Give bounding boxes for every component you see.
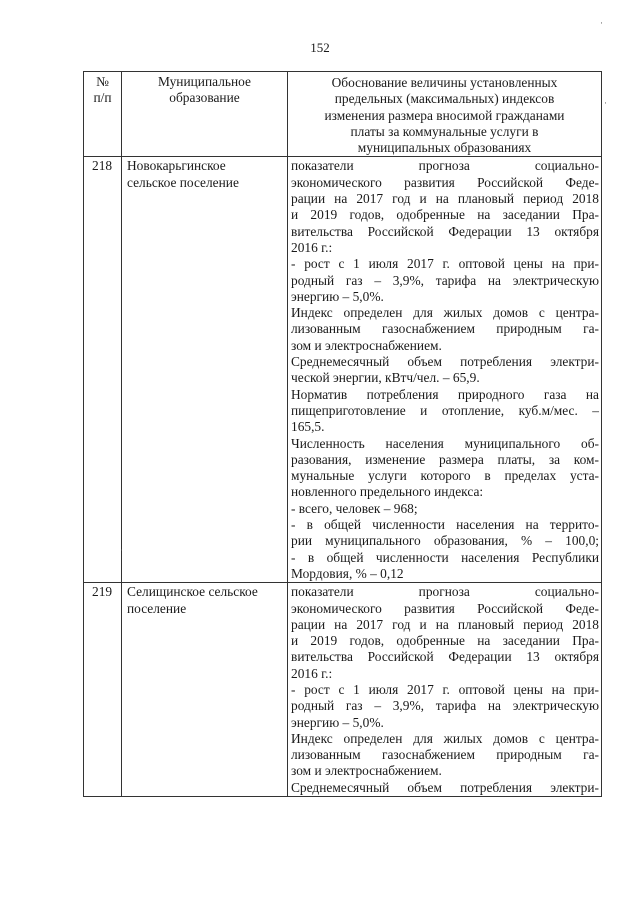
basis-line: мунальные услуги которого в пределах уста- [291,468,599,484]
header-number [84,72,122,157]
row-number: 218 [84,157,122,583]
basis-line: ческой энергии, кВтч/чел. – 65,9. [291,370,480,386]
municipal-index-table [83,71,602,797]
header-line: платы за коммунальные услуги в [350,123,539,139]
basis-line: - всего, человек – 968; [291,500,418,516]
table-row [84,583,602,797]
basis-line: разования, изменение размера платы, за ком- [291,451,599,467]
basis-line: энергию – 5,0%. [291,714,384,730]
basis-line: Норматив потребления природного газа на [291,386,599,402]
table-row [84,157,602,583]
basis-line: родный газ – 3,9%, тарифа на электрическую [291,272,599,288]
basis-line: вительства Российской Федерации 13 октября [291,223,599,239]
header-line: № [96,74,109,89]
municipality-name [122,157,288,583]
header-line: Муниципальное [158,74,251,89]
basis-line: - в общей численности населения Республики [291,549,599,565]
basis-text [288,157,602,583]
scan-speck: · [600,18,603,28]
basis-line: показатели прогноза социально- [291,158,599,174]
basis-line: зом и электроснабжением. [291,763,442,779]
basis-line: - рост с 1 июля 2017 г. оптовой цены на при- [291,681,599,697]
basis-line: Численность населения муниципального об- [291,435,599,451]
basis-line: - в общей численности населения на террито- [291,517,599,533]
basis-line: лизованным газоснабжением природным га- [291,747,599,763]
header-line: изменения размера вносимой гражданами [324,107,565,123]
page-number: 152 [310,40,330,55]
basis-line: показатели прогноза социально- [291,584,599,600]
scan-speck: · [604,98,607,108]
basis-line: 165,5. [291,419,325,435]
header-line: муниципальных образованиях [357,140,532,156]
basis-line: рии муниципального образования, % – 100,0; [291,533,599,549]
header-line: предельных (максимальных) индексов [334,91,555,107]
row-number: 219 [84,583,122,797]
municipality-line: поселение [127,600,187,616]
basis-line: рации на 2017 год и на плановый период 2018 [291,191,599,207]
basis-line: Среднемесячный объем потребления электри- [291,354,599,370]
basis-line: 2016 г.: [291,665,333,681]
basis-line: Среднемесячный объем потребления электри- [291,779,599,795]
basis-line: рации на 2017 год и на плановый период 2018 [291,616,599,632]
table-header-row [84,72,602,157]
basis-text [288,583,602,797]
basis-line: вительства Российской Федерации 13 октября [291,649,599,665]
header-line: Обоснование величины установленных [331,75,558,90]
municipality-line: сельское поселение [127,174,239,190]
header-municipality [122,72,288,157]
municipality-name [122,583,288,797]
basis-line: родный газ – 3,9%, тарифа на электрическую [291,698,599,714]
municipality-line: Селищинское сельское [127,584,258,600]
basis-line: энергию – 5,0%. [291,288,384,304]
scan-speck: · [120,545,123,555]
basis-line: пищеприготовление и отопление, куб.м/мес. – [291,402,599,418]
municipality-line: Новокарьгинское [127,158,226,174]
basis-line: и 2019 годов, одобренные на заседании Пра- [291,633,599,649]
basis-line: новленного предельного индекса: [291,484,484,500]
basis-line: - рост с 1 июля 2017 г. оптовой цены на при- [291,256,599,272]
basis-line: Мордовия, % – 0,12 [291,565,404,581]
basis-line: лизованным газоснабжением природным га- [291,321,599,337]
header-line: п/п [93,90,112,106]
header-basis [288,72,602,157]
basis-line: экономического развития Российской Феде- [291,600,599,616]
basis-line: и 2019 годов, одобренные на заседании Пра- [291,207,599,223]
basis-line: Индекс определен для жилых домов с центра- [291,730,599,746]
basis-line: 2016 г.: [291,239,333,255]
basis-line: зом и электроснабжением. [291,337,442,353]
basis-line: экономического развития Российской Феде- [291,174,599,190]
header-line: образование [169,90,240,106]
basis-line: Индекс определен для жилых домов с центра- [291,305,599,321]
